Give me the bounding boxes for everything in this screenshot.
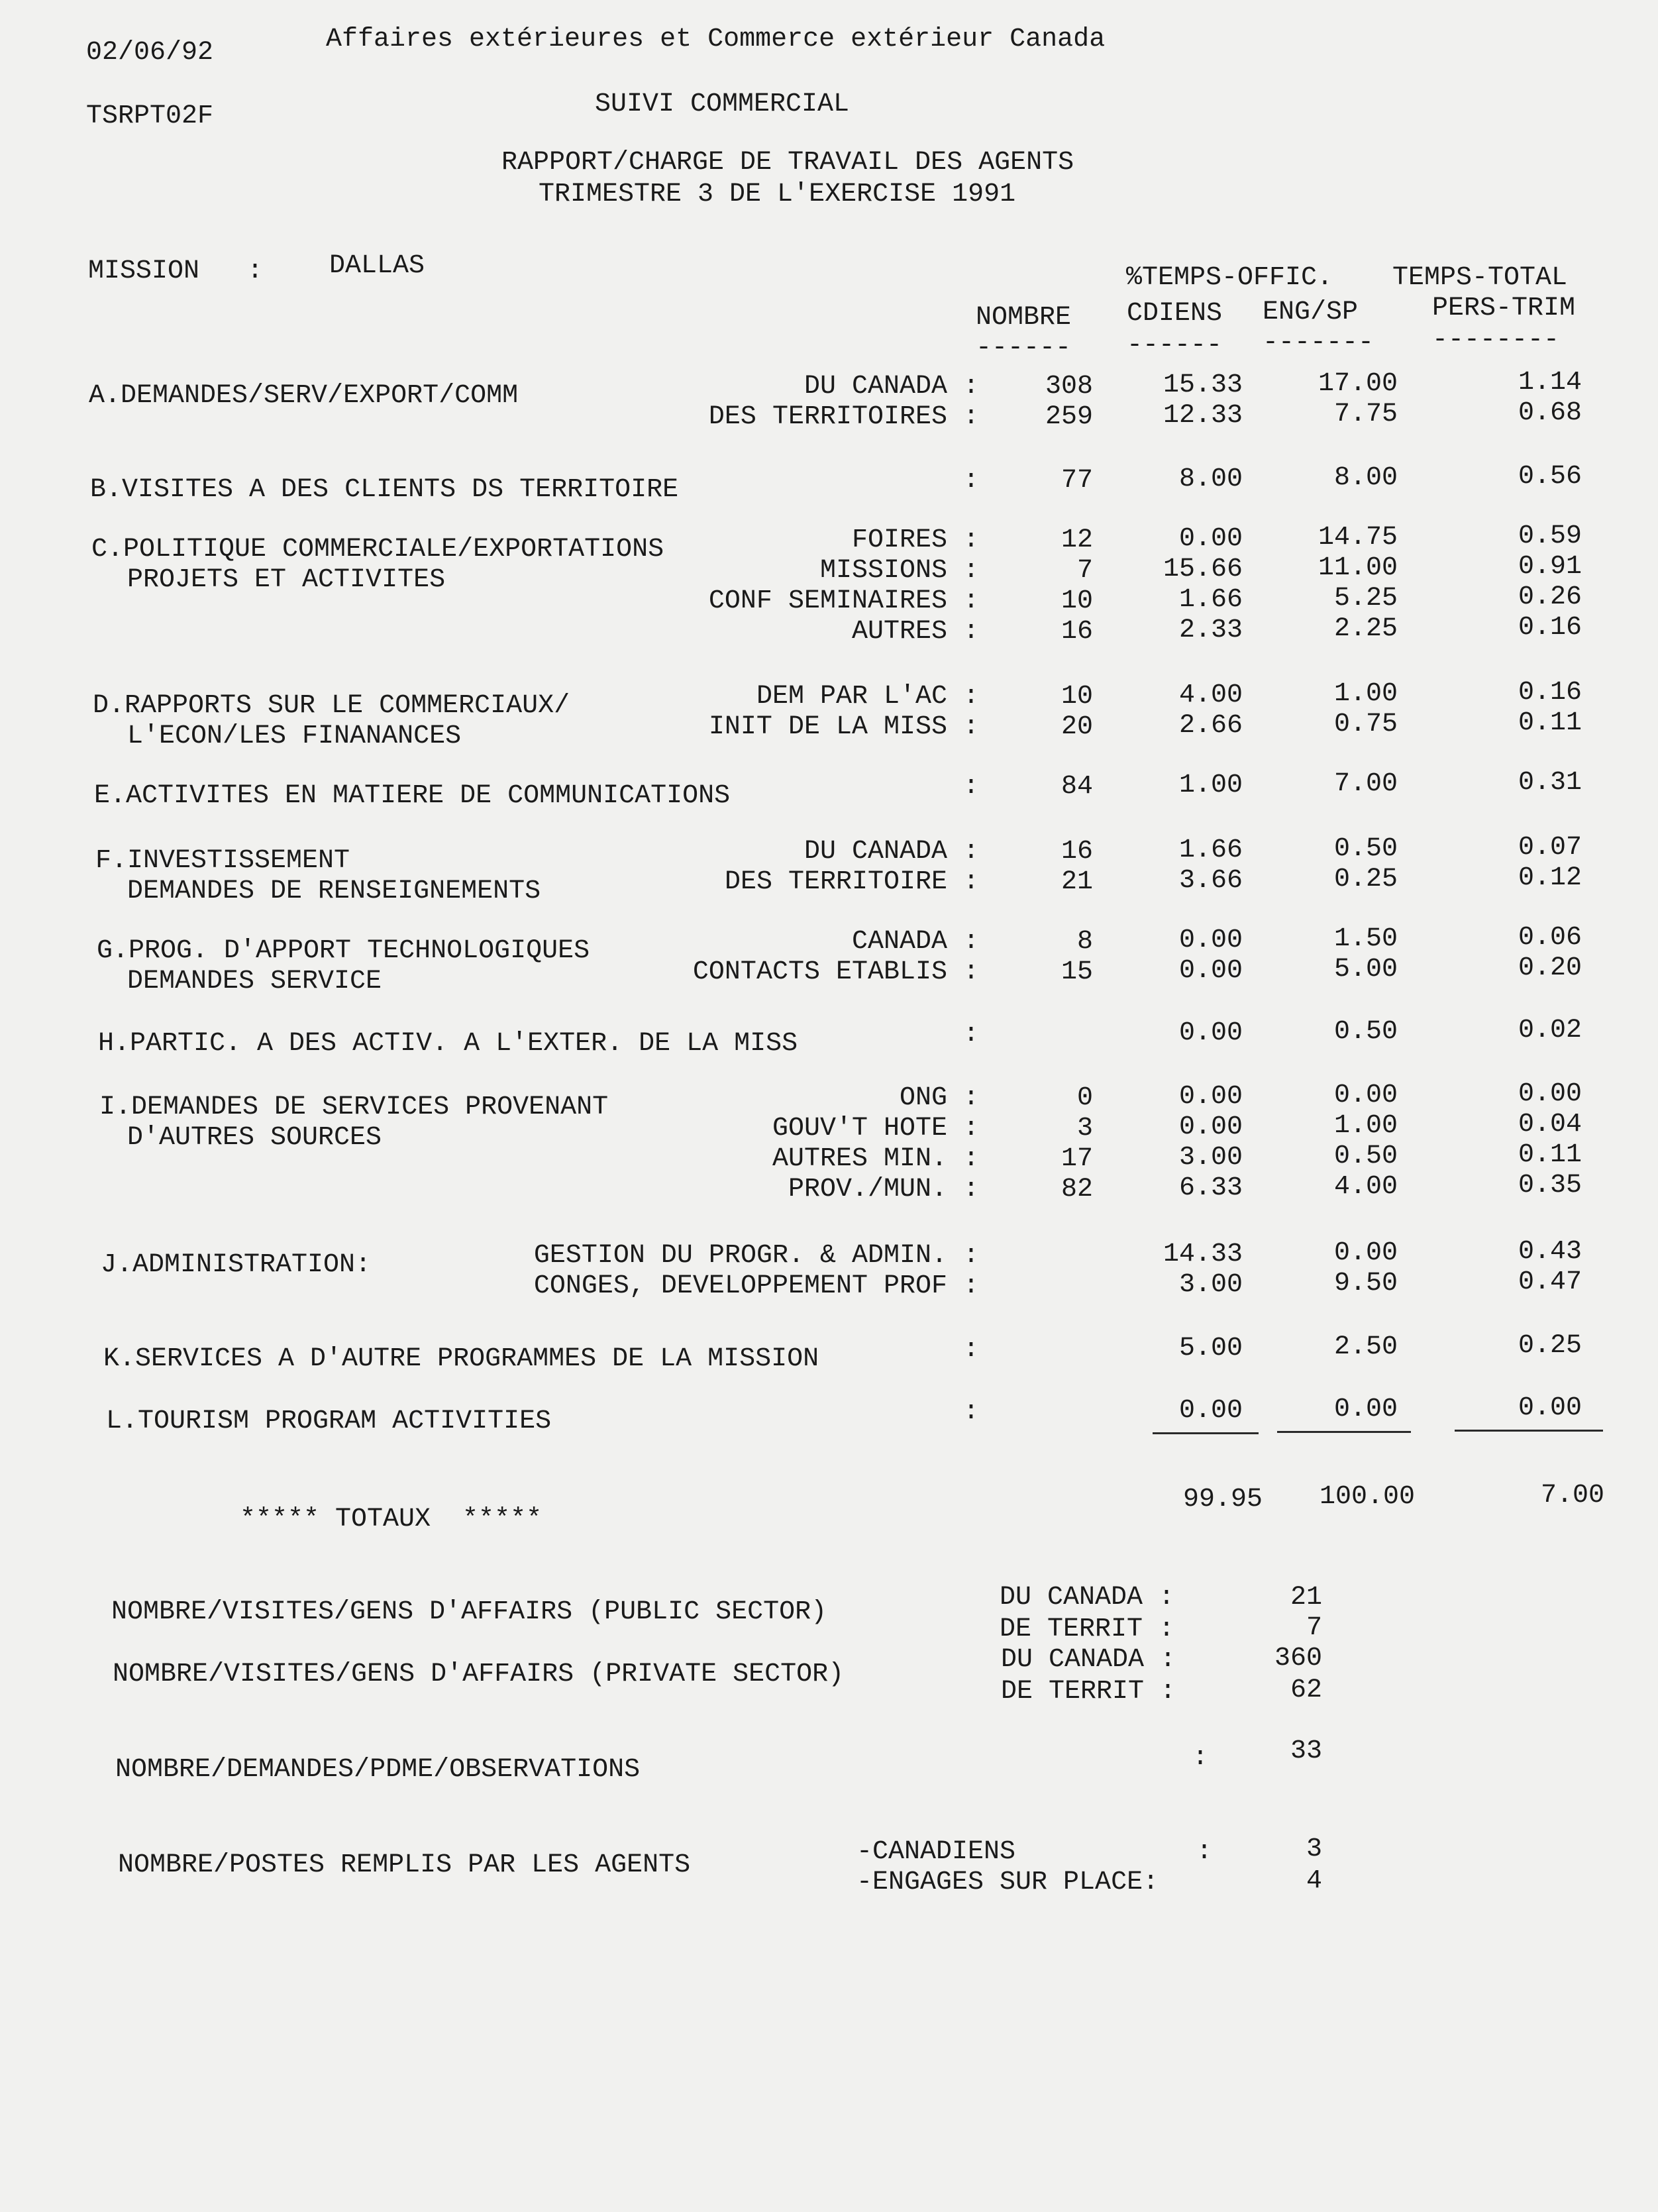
mission-value: DALLAS [329, 251, 425, 281]
row-cdiens: 2.33 [1178, 615, 1243, 645]
report-title: RAPPORT/CHARGE DE TRAVAIL DES AGENTS [501, 148, 1074, 178]
row-eng-sp: 0.00 [1333, 1395, 1398, 1424]
row-subcategory: CONTACTS ETABLIS : [692, 957, 979, 987]
row-eng-sp: 5.25 [1333, 584, 1398, 613]
row-category: H.PARTIC. A DES ACTIV. A L'EXTER. DE LA MISS [98, 1029, 798, 1059]
row-pers-trim: 0.07 [1518, 833, 1582, 863]
visits-private-territ-label: DE TERRIT : [1001, 1677, 1176, 1707]
header-nombre: NOMBRE [976, 303, 1072, 333]
row-subcategory: AUTRES : [851, 617, 979, 647]
header-rule-cdiens: ------ [1127, 331, 1223, 360]
row-eng-sp: 5.00 [1333, 955, 1398, 984]
row-subcategory: GOUV'T HOTE : [772, 1114, 979, 1143]
row-cdiens: 0.00 [1178, 524, 1243, 554]
row-subcategory: DES TERRITOIRES : [708, 402, 979, 432]
header-temps-offic: %TEMPS-OFFIC. [1126, 263, 1333, 293]
row-nombre: 10 [1061, 682, 1093, 711]
header-rule-engsp: ------- [1263, 328, 1374, 358]
row-cdiens: 15.33 [1163, 370, 1243, 400]
row-category: I.DEMANDES DE SERVICES PROVENANT [99, 1092, 609, 1122]
row-subcategory: DU CANADA : [803, 372, 979, 401]
row-eng-sp: 17.00 [1318, 369, 1398, 399]
row-subcategory: : [962, 466, 979, 496]
row-category: J.ADMINISTRATION: [101, 1250, 372, 1280]
row-pers-trim: 0.56 [1518, 462, 1582, 492]
row-nombre: 77 [1061, 466, 1093, 496]
row-eng-sp: 0.50 [1333, 1141, 1398, 1171]
row-category-line2: L'ECON/LES FINANANCES [127, 721, 462, 751]
row-cdiens: 3.66 [1178, 866, 1243, 896]
row-cdiens: 6.33 [1178, 1173, 1243, 1203]
row-cdiens: 0.00 [1178, 956, 1243, 986]
row-pers-trim: 0.00 [1518, 1079, 1582, 1109]
demandes-value: 33 [1290, 1736, 1322, 1766]
row-cdiens: 0.00 [1178, 925, 1243, 955]
row-cdiens: 12.33 [1163, 401, 1243, 431]
row-cdiens: 1.66 [1178, 835, 1243, 865]
postes-engages: 4 [1306, 1866, 1322, 1896]
row-subcategory: DEM PAR L'AC : [756, 682, 979, 711]
row-pers-trim: 0.02 [1518, 1016, 1582, 1045]
row-eng-sp: 8.00 [1333, 463, 1398, 493]
row-category-line2: D'AUTRES SOURCES [127, 1123, 382, 1153]
row-eng-sp: 1.00 [1333, 679, 1398, 709]
row-subcategory: MISSIONS : [819, 556, 979, 586]
row-pers-trim: 0.68 [1518, 398, 1582, 428]
row-cdiens: 15.66 [1163, 554, 1243, 584]
total-rule-pers [1455, 1430, 1603, 1432]
row-pers-trim: 0.11 [1518, 1140, 1582, 1170]
row-category: A.DEMANDES/SERV/EXPORT/COMM [89, 381, 519, 411]
row-subcategory: ONG : [899, 1083, 979, 1113]
row-subcategory: INIT DE LA MISS : [708, 712, 979, 742]
row-cdiens: 1.66 [1178, 585, 1243, 615]
row-nombre: 16 [1061, 837, 1093, 867]
row-subcategory: CONF SEMINAIRES : [708, 586, 979, 616]
row-cdiens: 8.00 [1178, 464, 1243, 494]
visits-public-canada-label: DU CANADA : [1000, 1583, 1175, 1612]
row-nombre: 259 [1045, 402, 1093, 432]
row-pers-trim: 0.26 [1518, 582, 1582, 612]
row-cdiens: 0.00 [1178, 1082, 1243, 1112]
visits-public-territ-label: DE TERRIT : [1000, 1614, 1175, 1644]
row-cdiens: 3.00 [1178, 1143, 1243, 1173]
total-pers-trim: 7.00 [1540, 1481, 1604, 1510]
report-code: TSRPT02F [86, 101, 214, 131]
visits-private-canada: 360 [1274, 1644, 1322, 1673]
row-eng-sp: 0.00 [1333, 1080, 1398, 1110]
row-pers-trim: 0.91 [1518, 552, 1582, 582]
row-nombre: 21 [1061, 867, 1093, 897]
postes-canadiens: 3 [1306, 1834, 1322, 1864]
row-nombre: 0 [1076, 1083, 1093, 1113]
postes-engages-label: -ENGAGES SUR PLACE: [856, 1868, 1159, 1897]
visits-public-canada: 21 [1290, 1583, 1322, 1612]
row-cdiens: 0.00 [1178, 1396, 1243, 1426]
row-subcategory: DU CANADA : [803, 837, 979, 867]
row-eng-sp: 0.00 [1333, 1238, 1398, 1268]
row-nombre: 15 [1061, 957, 1093, 987]
postes-label: NOMBRE/POSTES REMPLIS PAR LES AGENTS [118, 1850, 691, 1880]
row-subcategory: PROV./MUN. : [788, 1175, 979, 1204]
row-category: C.POLITIQUE COMMERCIALE/EXPORTATIONS [91, 535, 664, 564]
row-category-line2: PROJETS ET ACTIVITES [127, 565, 446, 595]
row-pers-trim: 1.14 [1518, 368, 1582, 397]
header-pers-trim: PERS-TRIM [1432, 293, 1576, 323]
row-nombre: 308 [1045, 372, 1093, 401]
row-eng-sp: 0.75 [1333, 710, 1398, 739]
row-eng-sp: 7.00 [1333, 769, 1398, 799]
row-category-line2: DEMANDES SERVICE [127, 967, 382, 996]
row-cdiens: 4.00 [1178, 680, 1243, 710]
visits-public-territ: 7 [1306, 1613, 1322, 1643]
total-rule-engsp [1277, 1431, 1411, 1433]
report-subtitle: SUIVI COMMERCIAL [595, 89, 850, 119]
total-rule-cdiens [1153, 1432, 1259, 1434]
header-rule-pers: -------- [1432, 325, 1560, 355]
row-category: E.ACTIVITES EN MATIERE DE COMMUNICATIONS [94, 781, 731, 811]
row-subcategory: CANADA : [851, 927, 979, 957]
row-subcategory: DES TERRITOIRE : [724, 867, 979, 897]
row-nombre: 20 [1061, 712, 1093, 742]
demandes-colon: : [1192, 1743, 1209, 1773]
row-eng-sp: 0.50 [1333, 834, 1398, 864]
row-subcategory: AUTRES MIN. : [772, 1144, 979, 1174]
row-pers-trim: 0.20 [1518, 953, 1582, 983]
row-nombre: 12 [1061, 525, 1093, 555]
header-eng-sp: ENG/SP [1263, 297, 1359, 327]
row-nombre: 7 [1076, 556, 1093, 586]
row-pers-trim: 0.43 [1518, 1237, 1582, 1267]
row-category: B.VISITES A DES CLIENTS DS TERRITOIRE [90, 475, 679, 505]
row-eng-sp: 4.00 [1333, 1172, 1398, 1202]
header-temps-total: TEMPS-TOTAL [1392, 263, 1568, 293]
row-pers-trim: 0.25 [1518, 1331, 1582, 1361]
visits-public-label: NOMBRE/VISITES/GENS D'AFFAIRS (PUBLIC SECTOR) [111, 1597, 827, 1627]
row-nombre: 17 [1061, 1144, 1093, 1174]
row-eng-sp: 0.25 [1333, 865, 1398, 894]
totals-label: ***** TOTAUX ***** [240, 1504, 543, 1534]
row-category: L.TOURISM PROGRAM ACTIVITIES [106, 1406, 552, 1436]
row-eng-sp: 2.25 [1333, 614, 1398, 644]
total-eng-sp: 100.00 [1319, 1482, 1415, 1512]
row-pers-trim: 0.31 [1518, 768, 1582, 798]
row-eng-sp: 0.50 [1333, 1017, 1398, 1047]
agency-name: Affaires extérieures et Commerce extérieur Canada [326, 25, 1106, 54]
row-category-line2: DEMANDES DE RENSEIGNEMENTS [127, 876, 541, 906]
visits-private-canada-label: DU CANADA : [1001, 1645, 1176, 1675]
row-pers-trim: 0.47 [1518, 1267, 1582, 1297]
row-subcategory: FOIRES : [851, 525, 979, 555]
row-subcategory: CONGES, DEVELOPPEMENT PROF : [533, 1271, 979, 1301]
row-category: F.INVESTISSEMENT [95, 846, 350, 876]
visits-private-territ: 62 [1290, 1675, 1322, 1705]
total-cdiens: 99.95 [1182, 1485, 1263, 1514]
header-rule-nombre: ------ [976, 333, 1072, 363]
row-category: G.PROG. D'APPORT TECHNOLOGIQUES [97, 936, 590, 966]
header-cdiens: CDIENS [1127, 299, 1223, 329]
demandes-label: NOMBRE/DEMANDES/PDME/OBSERVATIONS [115, 1755, 641, 1785]
report-period: TRIMESTRE 3 DE L'EXERCISE 1991 [539, 180, 1016, 209]
report-date: 02/06/92 [86, 38, 214, 68]
row-category: D.RAPPORTS SUR LE COMMERCIAUX/ [93, 691, 570, 721]
row-eng-sp: 11.00 [1318, 553, 1398, 583]
row-pers-trim: 0.16 [1518, 613, 1582, 643]
row-pers-trim: 0.06 [1518, 923, 1582, 953]
row-eng-sp: 14.75 [1318, 523, 1398, 553]
row-nombre: 82 [1061, 1175, 1093, 1204]
row-subcategory: : [962, 772, 979, 802]
row-nombre: 84 [1061, 772, 1093, 802]
row-pers-trim: 0.16 [1518, 678, 1582, 708]
row-pers-trim: 0.11 [1518, 708, 1582, 738]
row-pers-trim: 0.35 [1518, 1171, 1582, 1200]
row-nombre: 8 [1076, 927, 1093, 957]
row-eng-sp: 1.00 [1333, 1111, 1398, 1141]
row-eng-sp: 9.50 [1333, 1269, 1398, 1298]
row-cdiens: 5.00 [1178, 1334, 1243, 1363]
row-subcategory: : [962, 1397, 979, 1427]
mission-label: MISSION : [88, 256, 264, 286]
row-pers-trim: 0.59 [1518, 521, 1582, 551]
row-nombre: 16 [1061, 617, 1093, 647]
row-cdiens: 1.00 [1178, 770, 1243, 800]
row-cdiens: 3.00 [1178, 1270, 1243, 1300]
visits-private-label: NOMBRE/VISITES/GENS D'AFFAIRS (PRIVATE SECTOR) [113, 1659, 845, 1689]
row-pers-trim: 0.04 [1518, 1110, 1582, 1139]
row-eng-sp: 1.50 [1333, 924, 1398, 954]
row-cdiens: 0.00 [1178, 1112, 1243, 1142]
row-cdiens: 0.00 [1178, 1018, 1243, 1048]
row-category: K.SERVICES A D'AUTRE PROGRAMMES DE LA MISSION [103, 1344, 819, 1374]
row-cdiens: 2.66 [1178, 711, 1243, 741]
postes-canadiens-colon: : [1196, 1837, 1213, 1867]
row-eng-sp: 2.50 [1333, 1332, 1398, 1362]
row-pers-trim: 0.00 [1518, 1393, 1582, 1423]
row-cdiens: 14.33 [1163, 1239, 1243, 1269]
row-eng-sp: 7.75 [1333, 399, 1398, 429]
row-subcategory: GESTION DU PROGR. & ADMIN. : [533, 1241, 979, 1271]
row-nombre: 10 [1061, 586, 1093, 616]
row-subcategory: : [962, 1020, 979, 1049]
row-nombre: 3 [1076, 1114, 1093, 1143]
postes-canadiens-label: -CANADIENS [856, 1837, 1016, 1867]
row-subcategory: : [962, 1335, 979, 1365]
row-pers-trim: 0.12 [1518, 863, 1582, 893]
